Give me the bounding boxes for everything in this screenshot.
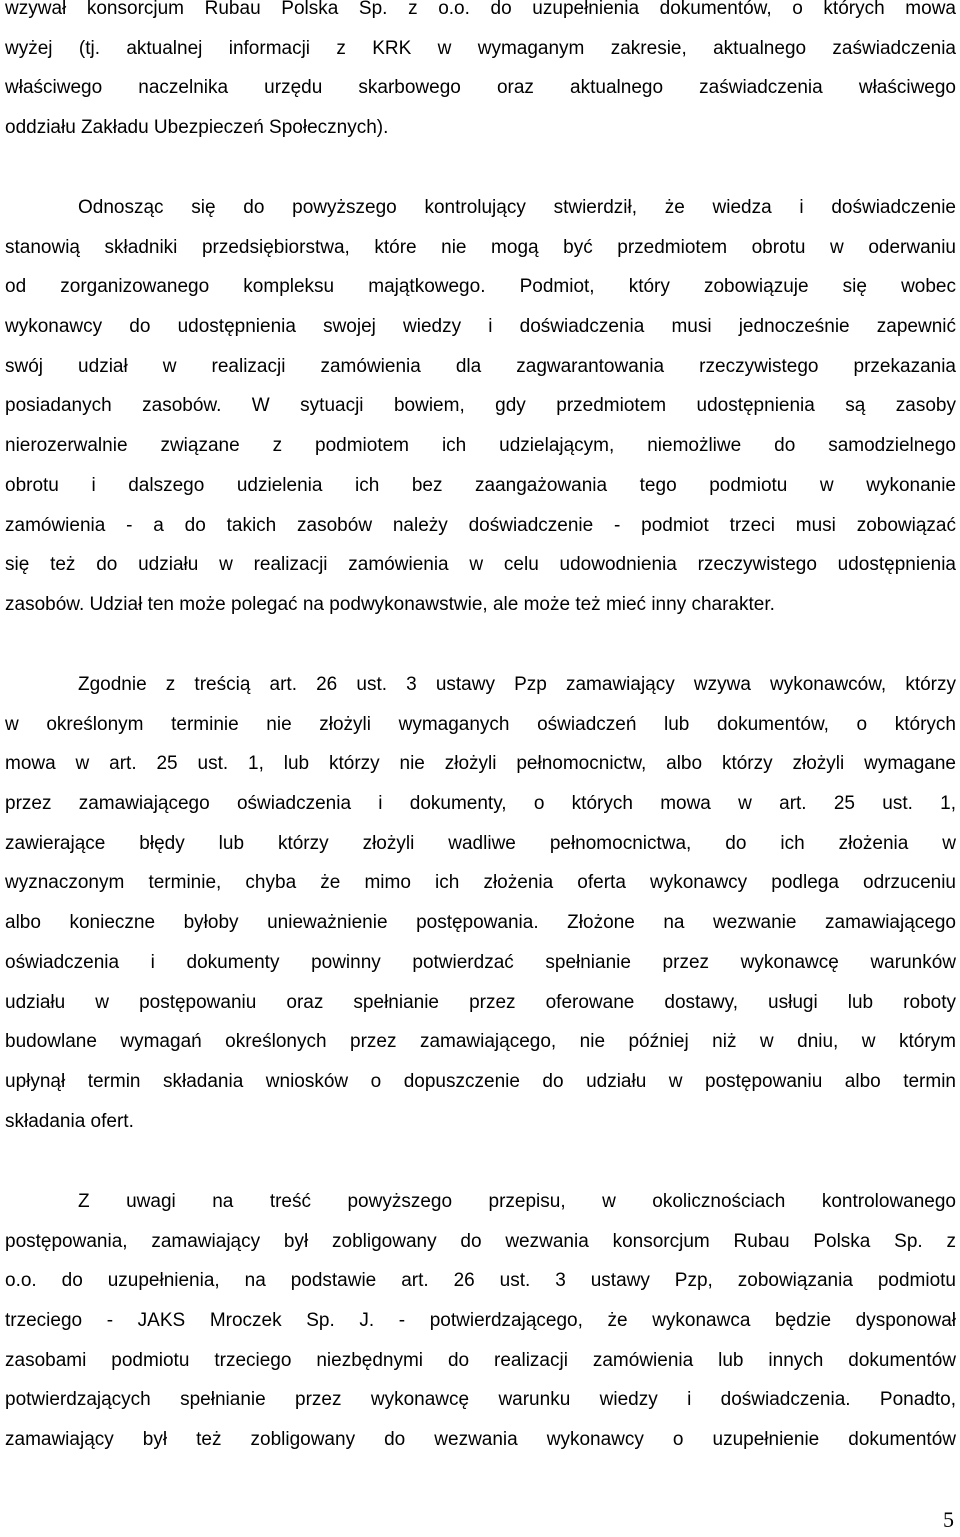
text-line: swój udział w realizacji zamówienia dla zagwarantowania rzeczywistego przekazania [5,356,956,377]
text-line: zamówienia - a do takich zasobów należy doświadczenie - podmiot trzeci musi zobowiązać [5,515,956,536]
text-line: mowa w art. 25 ust. 1, lub którzy nie złożyli pełnomocnictw, albo którzy złożyli wymagane [5,754,956,775]
text-line: zawierające błędy lub którzy złożyli wadliwe pełnomocnictwa, do ich złożenia w [5,833,956,854]
text-line: stanowią składniki przedsiębiorstwa, które nie mogą być przedmiotem obrotu w oderwaniu [5,237,956,258]
text-line: albo konieczne byłoby unieważnienie postępowania. Złożone na wezwanie zamawiającego [5,913,956,934]
text-line: oddziału Zakładu Ubezpieczeń Społecznych). [5,118,389,139]
text-line: o.o. do uzupełnienia, na podstawie art. 26 ust. 3 ustawy Pzp, zobowiązania podmiotu [5,1271,956,1292]
text-line: się też do udziału w realizacji zamówienia w celu udowodnienia rzeczywistego udostępnienia [5,555,956,576]
text-line: zasobów. Udział ten może polegać na podwykonawstwie, ale może też mieć inny charakter. [5,594,775,615]
text-line: potwierdzających spełnianie przez wykonawcę warunku wiedzy i doświadczenia. Ponadto, [5,1390,956,1411]
paragraph-2 [5,198,956,635]
paragraph-1 [5,0,956,158]
text-line: wykonawcy do udostępnienia swojej wiedzy i doświadczenia musi jednocześnie zapewnić [5,317,956,338]
text-line: udziału w postępowaniu oraz spełnianie przez oferowane dostawy, usługi lub roboty [5,992,956,1013]
text-line: właściwego naczelnika urzędu skarbowego oraz aktualnego zaświadczenia właściwego [5,78,956,99]
text-line: trzeciego - JAKS Mroczek Sp. J. - potwierdzającego, że wykonawca będzie dysponował [5,1311,956,1332]
text-line: budowlane wymagań określonych przez zamawiającego, nie później niż w dniu, w którym [5,1032,956,1053]
text-line: upłynął termin składania wniosków o dopuszczenie do udziału w postępowaniu albo termin [5,1071,956,1092]
text-line: wyznaczonym terminie, chyba że mimo ich złożenia oferta wykonawcy podlega odrzuceniu [5,873,956,894]
text-line: Z uwagi na treść powyższego przepisu, w okolicznościach kontrolowanego [78,1192,956,1212]
text-line: oświadczenia i dokumenty powinny potwierdzać spełnianie przez wykonawcę warunków [5,952,956,973]
text-line: przez zamawiającego oświadczenia i dokumenty, o których mowa w art. 25 ust. 1, [5,794,956,815]
text-line: wyżej (tj. aktualnej informacji z KRK w wymaganym zakresie, aktualnego zaświadczenia [5,38,956,59]
text-line: składania ofert. [5,1111,134,1132]
text-line: od zorganizowanego kompleksu majątkowego. Podmiot, który zobowiązuje się wobec [5,277,956,298]
paragraph-3 [5,675,956,1151]
text-line: Zgodnie z treścią art. 26 ust. 3 ustawy Pzp zamawiający wzywa wykonawców, którzy [78,675,956,695]
text-line: wzywał konsorcjum Rubau Polska Sp. z o.o. do uzupełnienia dokumentów, o których mowa [5,0,956,19]
text-line: Odnosząc się do powyższego kontrolujący stwierdził, że wiedza i doświadczenie [78,198,956,218]
text-line: zasobami podmiotu trzeciego niezbędnymi do realizacji zamówienia lub innych dokumentów [5,1350,956,1371]
page-number: 5 [943,1507,954,1532]
text-line: postępowania, zamawiający był zobligowany do wezwania konsorcjum Rubau Polska Sp. z [5,1231,956,1252]
text-line: zamawiający był też zobligowany do wezwania wykonawcy o uzupełnienie dokumentów [5,1430,956,1451]
text-line: w określonym terminie nie złożyli wymaganych oświadczeń lub dokumentów, o których [5,714,956,735]
paragraph-4 [5,1192,956,1470]
text-line: posiadanych zasobów. W sytuacji bowiem, gdy przedmiotem udostępnienia są zasoby [5,396,956,417]
text-line: nierozerwalnie związane z podmiotem ich udzielającym, niemożliwe do samodzielnego [5,436,956,457]
text-line: obrotu i dalszego udzielenia ich bez zaangażowania tego podmiotu w wykonanie [5,475,956,496]
